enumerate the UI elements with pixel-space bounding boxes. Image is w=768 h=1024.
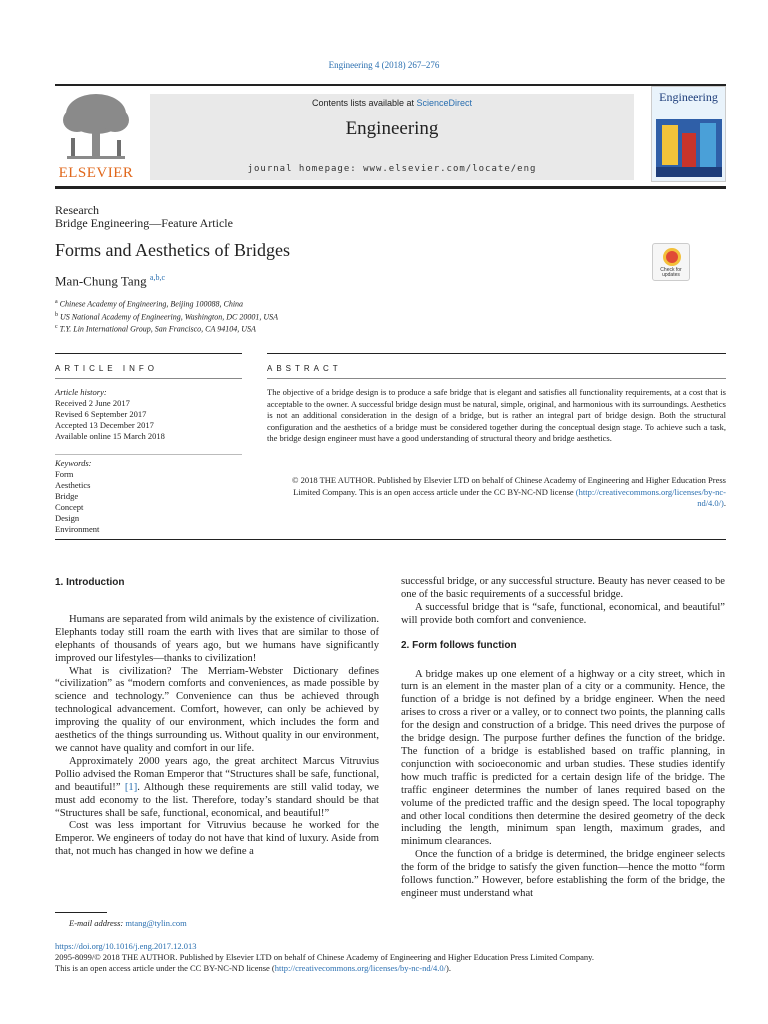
history-label: Article history: bbox=[55, 387, 107, 397]
affil-text: US National Academy of Engineering, Washington, DC 20001, USA bbox=[60, 312, 278, 322]
paragraph: Humans are separated from wild animals by the existence of civilization. Elephants today still roam the earth with lives that are similar to those of elephants of thousands of years ago, but we humans have significantly improved our lifestyles—thanks to civilization! bbox=[55, 613, 379, 664]
paragraph-text: Approximately 2000 years ago, the great architect Marcus Vitruvius Pollio advised the Roman Emperor that “Structures shall be safe, functional, and beautiful!” bbox=[55, 755, 379, 793]
footer-license-link[interactable]: http://creativecommons.org/licenses/by-nc-nd/4.0/ bbox=[274, 963, 446, 973]
footnote-rule bbox=[55, 912, 107, 913]
article-title: Forms and Aesthetics of Bridges bbox=[55, 240, 290, 260]
keyword: Bridge bbox=[55, 491, 79, 501]
history-item: Available online 15 March 2018 bbox=[55, 431, 165, 441]
journal-citation[interactable]: Engineering 4 (2018) 267–276 bbox=[328, 60, 440, 70]
abstract-heading: ABSTRACT bbox=[267, 364, 342, 373]
subsection-label: Bridge Engineering—Feature Article bbox=[55, 216, 233, 230]
email-label: E-mail address: bbox=[69, 918, 124, 928]
abstract-rule-lower bbox=[267, 378, 726, 379]
article-section bbox=[55, 204, 233, 230]
license-suffix: ). bbox=[446, 963, 451, 973]
abstract-copyright bbox=[267, 475, 726, 510]
author-name: Man-Chung Tang bbox=[55, 273, 147, 289]
paragraph: What is civilization? The Merriam-Webster Dictionary defines “civilization” as “modern comforts and conveniences, as made possible by science and technology.” Convenience can thus be achieved through technological advancement. Comfort, however, can only be achieved by improving the quality of our environment, which includes the form and aesthetics of the things surrounding us. Without quality in our environment, we cannot have quality and comfort in our life. bbox=[55, 665, 379, 754]
affil-text: Chinese Academy of Engineering, Beijing 100088, China bbox=[59, 299, 244, 309]
keyword: Design bbox=[55, 513, 80, 523]
email-link[interactable]: mtang@tylin.com bbox=[125, 918, 187, 928]
author-affil-links[interactable]: a,b,c bbox=[149, 273, 166, 282]
affil-sup: b bbox=[55, 311, 58, 318]
paragraph: A bridge makes up one element of a highway or a city street, which in turn is an element in the master plan of a city or a community. Hence, the function of a bridge is not defined by a bridge engineer. When the need arises to cross a river or a valley, or to connect two points, the planning calls for the design and construction of a bridge. This need drives the purpose of the bridge design. The purpose further defines the function of the bridge. The function of a bridge is established based on traffic planning, in conjunction with socioeconomic and urban studies. These studies identify how much traffic is predicted for a certain design life of the bridge. The traffic engineer determines the number of lanes required based on the volume of the predicted traffic and the design speed. The local topography and other local conditions then determine the desired geometry of the deck including the length, minimum span length, maximum grades, and minimum clearances. bbox=[401, 668, 725, 848]
footer-copyright: 2095-8099/© 2018 THE AUTHOR. Published by Elsevier LTD on behalf of Chinese Academy of Engineering and Higher Education Press Limited Company. bbox=[55, 952, 594, 962]
paragraph: Once the function of a bridge is determined, the bridge engineer selects the form of the bridge to satisfy the given function—hence the motto “form follows function.” However, before establishing the form of the bridge, the engineer must understand what bbox=[401, 849, 725, 899]
keywords bbox=[55, 458, 99, 535]
footnote bbox=[55, 918, 187, 928]
abstract-text: The objective of a bridge design is to produce a safe bridge that is elegant and satisfies all functionality requirements, at a cost that is acceptable to the owner. A successful bridge design must be natural, simple, original, and harmonious with its surroundings. Aesthetics is not an additional consideration in the design of a bridge, but is rather an integral part of bridge design. Both the structural configuration and the aesthetics of a bridge must be considered together during the conceptual design stage. To achieve such a task, the bridge design engineer must have a good understanding of structural theory and bridge aesthetics. bbox=[267, 387, 726, 443]
masthead bbox=[150, 94, 634, 180]
section-label: Research bbox=[55, 203, 99, 217]
spacer bbox=[55, 602, 379, 614]
affil-text: T.Y. Lin International Group, San Francisco, CA 94104, USA bbox=[59, 324, 256, 334]
section-heading: 2. Form follows function bbox=[401, 639, 517, 651]
journal-header bbox=[55, 84, 726, 190]
keywords-label: Keywords: bbox=[55, 458, 92, 468]
affil-sup: a bbox=[55, 299, 58, 305]
journal-name: Engineering bbox=[345, 118, 439, 139]
affiliation bbox=[55, 310, 278, 323]
body-column-right bbox=[401, 576, 725, 901]
keyword: Environment bbox=[55, 524, 100, 534]
history-item: Revised 6 September 2017 bbox=[55, 409, 147, 419]
check-updates-label: Check for updates bbox=[660, 267, 682, 278]
affiliations bbox=[55, 297, 278, 335]
copyright-text: © 2018 THE AUTHOR. Published by Elsevier LTD on behalf of Chinese Academy of Engineering and Higher Education Press Limited Company. This is an open access article under the CC BY-NC-ND license bbox=[292, 475, 726, 497]
contents-line bbox=[150, 98, 634, 108]
spacer bbox=[401, 628, 725, 640]
history-item: Accepted 13 December 2017 bbox=[55, 420, 154, 430]
article-history bbox=[55, 387, 165, 442]
contents-prefix: Contents lists available at bbox=[311, 98, 417, 108]
affil-sup: c bbox=[55, 324, 58, 331]
footer-license bbox=[55, 963, 594, 974]
paragraph bbox=[55, 756, 379, 821]
cover-art-icon bbox=[652, 105, 726, 182]
sciencedirect-link[interactable]: ScienceDirect bbox=[416, 98, 473, 108]
header-rule-top bbox=[55, 84, 726, 86]
paragraph-continued: successful bridge, or any successful structure. Beauty has never ceased to be one of the basic requirements of a successful bridge. bbox=[401, 576, 725, 600]
header-rule-bottom bbox=[55, 186, 726, 189]
history-item: Received 2 June 2017 bbox=[55, 398, 130, 408]
paragraph-text: . Although these requirements are still valid today, we must add economy to the list. Therefore, today’s standard should be that “Structures shall be safe, functional, economical, and beautiful!” bbox=[55, 781, 379, 819]
license-link[interactable]: (http://creativecommons.org/licenses/by-nc-nd/4.0/) bbox=[575, 486, 726, 508]
reference-link[interactable]: [1] bbox=[124, 781, 138, 793]
keyword: Aesthetics bbox=[55, 480, 91, 490]
keyword: Form bbox=[55, 469, 74, 479]
cover-title: Engineering bbox=[659, 90, 718, 104]
abstract-rule bbox=[267, 353, 726, 354]
author-line bbox=[55, 273, 165, 289]
page-footer bbox=[55, 941, 594, 974]
keyword: Concept bbox=[55, 502, 84, 512]
elsevier-tree-icon bbox=[55, 90, 137, 164]
section-heading: 1. Introduction bbox=[55, 577, 125, 588]
doi-link[interactable]: https://doi.org/10.1016/j.eng.2017.12.013 bbox=[55, 941, 197, 951]
front-matter-rule bbox=[55, 539, 726, 540]
check-updates-icon bbox=[663, 248, 681, 266]
article-info-heading: ARTICLE INFO bbox=[55, 364, 158, 373]
keywords-rule bbox=[55, 454, 242, 455]
info-rule-lower bbox=[55, 378, 242, 379]
body-column-left bbox=[55, 577, 379, 859]
journal-cover[interactable] bbox=[651, 86, 726, 182]
elsevier-logo[interactable] bbox=[55, 90, 137, 182]
check-for-updates-button[interactable] bbox=[652, 243, 690, 281]
publisher-name: ELSEVIER bbox=[58, 165, 134, 181]
paragraph: Cost was less important for Vitruvius because he worked for the Emperor. We engineers of today do not have that kind of luxury. Aside from that, not much has changed in how we define a bbox=[55, 820, 379, 858]
paragraph: A successful bridge that is “safe, functional, economical, and beautiful” will provide both comfort and convenience. bbox=[401, 601, 725, 626]
license-prefix: This is an open access article under the CC BY-NC-ND license ( bbox=[55, 963, 275, 973]
journal-homepage[interactable]: journal homepage: www.elsevier.com/locate/eng bbox=[247, 164, 537, 174]
copyright-end: . bbox=[723, 498, 726, 508]
info-rule bbox=[55, 353, 242, 354]
affiliation bbox=[55, 297, 278, 310]
affiliation bbox=[55, 322, 278, 335]
